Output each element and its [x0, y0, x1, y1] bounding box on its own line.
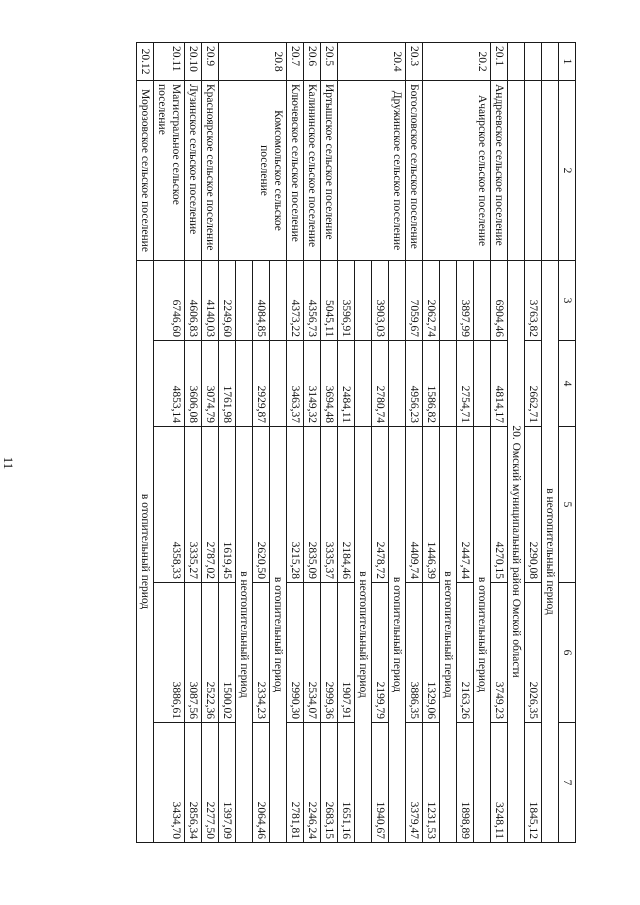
value-cell: 3149,32	[304, 341, 321, 427]
value-cell: 1761,98	[219, 341, 236, 427]
row-number: 20.6	[304, 43, 321, 81]
table-row	[525, 43, 542, 843]
value-cell: 4956,23	[406, 341, 423, 427]
row-number: 20.3	[406, 43, 423, 81]
settlement-name: Иртышское сельское поселение	[321, 81, 338, 261]
value-cell: 3596,91	[338, 261, 355, 341]
value-cell: 2856,34	[185, 723, 202, 843]
table-row	[406, 43, 423, 843]
table-row	[491, 43, 508, 843]
value-cell: 3074,79	[202, 341, 219, 427]
row-number: 20.2	[423, 43, 491, 81]
settlement-name: Магистральное сельское поселение	[154, 81, 185, 261]
value-cell: 3886,35	[406, 583, 423, 723]
value-cell: 7059,67	[406, 261, 423, 341]
value-cell: 3248,11	[491, 723, 508, 843]
value-cell: 1586,82	[423, 341, 440, 427]
value-cell: 2999,36	[321, 583, 338, 723]
value-cell: 3903,03	[372, 261, 389, 341]
value-cell: 2929,87	[253, 341, 270, 427]
settlement-name: Андреевское сельское поселение	[491, 81, 508, 261]
value-cell: 2781,81	[287, 723, 304, 843]
period-label: в отопительный период	[474, 427, 491, 843]
value-cell: 1651,16	[338, 723, 355, 843]
value-cell: 4853,14	[154, 341, 185, 427]
row-number: 20.1	[491, 43, 508, 81]
value-cell: 1231,53	[423, 723, 440, 843]
value-cell: 2683,15	[321, 723, 338, 843]
period-label: в неотопительный период	[440, 427, 457, 843]
settlement-name: Комсомольское сельское поселение	[219, 81, 287, 261]
value-cell: 3379,47	[406, 723, 423, 843]
value-cell: 2163,26	[457, 583, 474, 723]
table-row	[185, 43, 202, 843]
value-cell: 5045,11	[321, 261, 338, 341]
row-number: 20.7	[287, 43, 304, 81]
section-row	[508, 43, 525, 843]
value-cell: 3886,61	[154, 583, 185, 723]
value-cell: 2780,74	[372, 341, 389, 427]
value-cell: 4373,22	[287, 261, 304, 341]
value-cell: 2334,23	[253, 583, 270, 723]
value-cell: 2787,02	[202, 427, 219, 583]
value-cell: 1940,67	[372, 723, 389, 843]
value-cell: 2534,07	[304, 583, 321, 723]
table-row	[304, 43, 321, 843]
header-cell: 5	[559, 427, 576, 583]
value-cell: 4606,83	[185, 261, 202, 341]
table-row	[287, 43, 304, 843]
value-cell: 1397,09	[219, 723, 236, 843]
value-cell: 4358,33	[154, 427, 185, 583]
settlement-name: Калининское сельское поселение	[304, 81, 321, 261]
settlement-name: Ачаирское сельское поселение	[423, 81, 491, 261]
table-row	[321, 43, 338, 843]
value-cell: 2246,24	[304, 723, 321, 843]
value-cell: 3463,37	[287, 341, 304, 427]
settlement-name: Богословское сельское поселение	[406, 81, 423, 261]
value-cell: 3694,48	[321, 341, 338, 427]
period-label: в неотопительный период	[542, 261, 559, 843]
value-cell: 4356,73	[304, 261, 321, 341]
row-number: 20.9	[202, 43, 219, 81]
settlement-name: Красноярское сельское поселение	[202, 81, 219, 261]
value-cell: 2249,60	[219, 261, 236, 341]
value-cell: 2478,72	[372, 427, 389, 583]
value-cell: 3606,08	[185, 341, 202, 427]
value-cell: 3215,28	[287, 427, 304, 583]
value-cell: 6746,60	[154, 261, 185, 341]
row-number: 20.8	[219, 43, 287, 81]
value-cell: 3763,82	[525, 261, 542, 341]
period-label: в неотопительный период	[236, 427, 253, 843]
table-row	[202, 43, 219, 843]
period-row	[137, 43, 154, 843]
value-cell: 2447,44	[457, 427, 474, 583]
value-cell: 4084,85	[253, 261, 270, 341]
row-number: 20.4	[338, 43, 406, 81]
settlement-name: Морозовское сельское поселение	[137, 81, 154, 261]
value-cell: 3749,23	[491, 583, 508, 723]
value-cell: 4814,17	[491, 341, 508, 427]
period-label: в отопительный период	[270, 427, 287, 843]
value-cell: 1619,45	[219, 427, 236, 583]
header-cell: 7	[559, 723, 576, 843]
value-cell: 1329,06	[423, 583, 440, 723]
settlement-name: Дружинское сельское поселение	[338, 81, 406, 261]
rotated-table-container	[56, 42, 576, 842]
value-cell: 3087,56	[185, 583, 202, 723]
value-cell: 4409,74	[406, 427, 423, 583]
value-cell: 3434,70	[154, 723, 185, 843]
value-cell: 4140,03	[202, 261, 219, 341]
value-cell: 2522,36	[202, 583, 219, 723]
period-label: в отопительный период	[137, 261, 154, 843]
period-label: в отопительный период	[389, 427, 406, 843]
value-cell: 4270,15	[491, 427, 508, 583]
settlement-name: Ключевское сельское поселение	[287, 81, 304, 261]
value-cell: 1907,91	[338, 583, 355, 723]
value-cell: 2662,71	[525, 341, 542, 427]
value-cell: 2484,11	[338, 341, 355, 427]
period-label: в неотопительный период	[355, 427, 372, 843]
row-number: 20.5	[321, 43, 338, 81]
value-cell: 2277,50	[202, 723, 219, 843]
value-cell: 3335,27	[185, 427, 202, 583]
table-row	[154, 43, 185, 843]
value-cell: 2184,46	[338, 427, 355, 583]
row-number: 20.12	[137, 43, 154, 81]
value-cell: 2290,08	[525, 427, 542, 583]
period-row	[474, 43, 491, 843]
value-cell: 2835,09	[304, 427, 321, 583]
header-cell: 6	[559, 583, 576, 723]
header-cell: 2	[559, 81, 576, 261]
header-cell: 3	[559, 261, 576, 341]
value-cell: 6904,46	[491, 261, 508, 341]
settlement-name: Лузинское сельское поселение	[185, 81, 202, 261]
value-cell: 1898,89	[457, 723, 474, 843]
value-cell: 2199,79	[372, 583, 389, 723]
page-number: 11	[1, 456, 16, 470]
period-row	[542, 43, 559, 843]
tariff-table	[136, 42, 576, 843]
value-cell: 2990,30	[287, 583, 304, 723]
row-number: 20.10	[185, 43, 202, 81]
value-cell: 3335,37	[321, 427, 338, 583]
value-cell: 1500,02	[219, 583, 236, 723]
value-cell: 2754,71	[457, 341, 474, 427]
value-cell: 2026,35	[525, 583, 542, 723]
header-cell: 1	[559, 43, 576, 81]
period-row	[389, 43, 406, 843]
value-cell: 2062,74	[423, 261, 440, 341]
row-number: 20.11	[154, 43, 185, 81]
header-cell: 4	[559, 341, 576, 427]
table-header-row	[559, 43, 576, 843]
value-cell: 2064,46	[253, 723, 270, 843]
value-cell: 3897,99	[457, 261, 474, 341]
value-cell: 2620,50	[253, 427, 270, 583]
value-cell: 1845,12	[525, 723, 542, 843]
period-row	[270, 43, 287, 843]
value-cell: 1446,39	[423, 427, 440, 583]
section-title: 20. Омский муниципальный район Омской области	[508, 261, 525, 843]
